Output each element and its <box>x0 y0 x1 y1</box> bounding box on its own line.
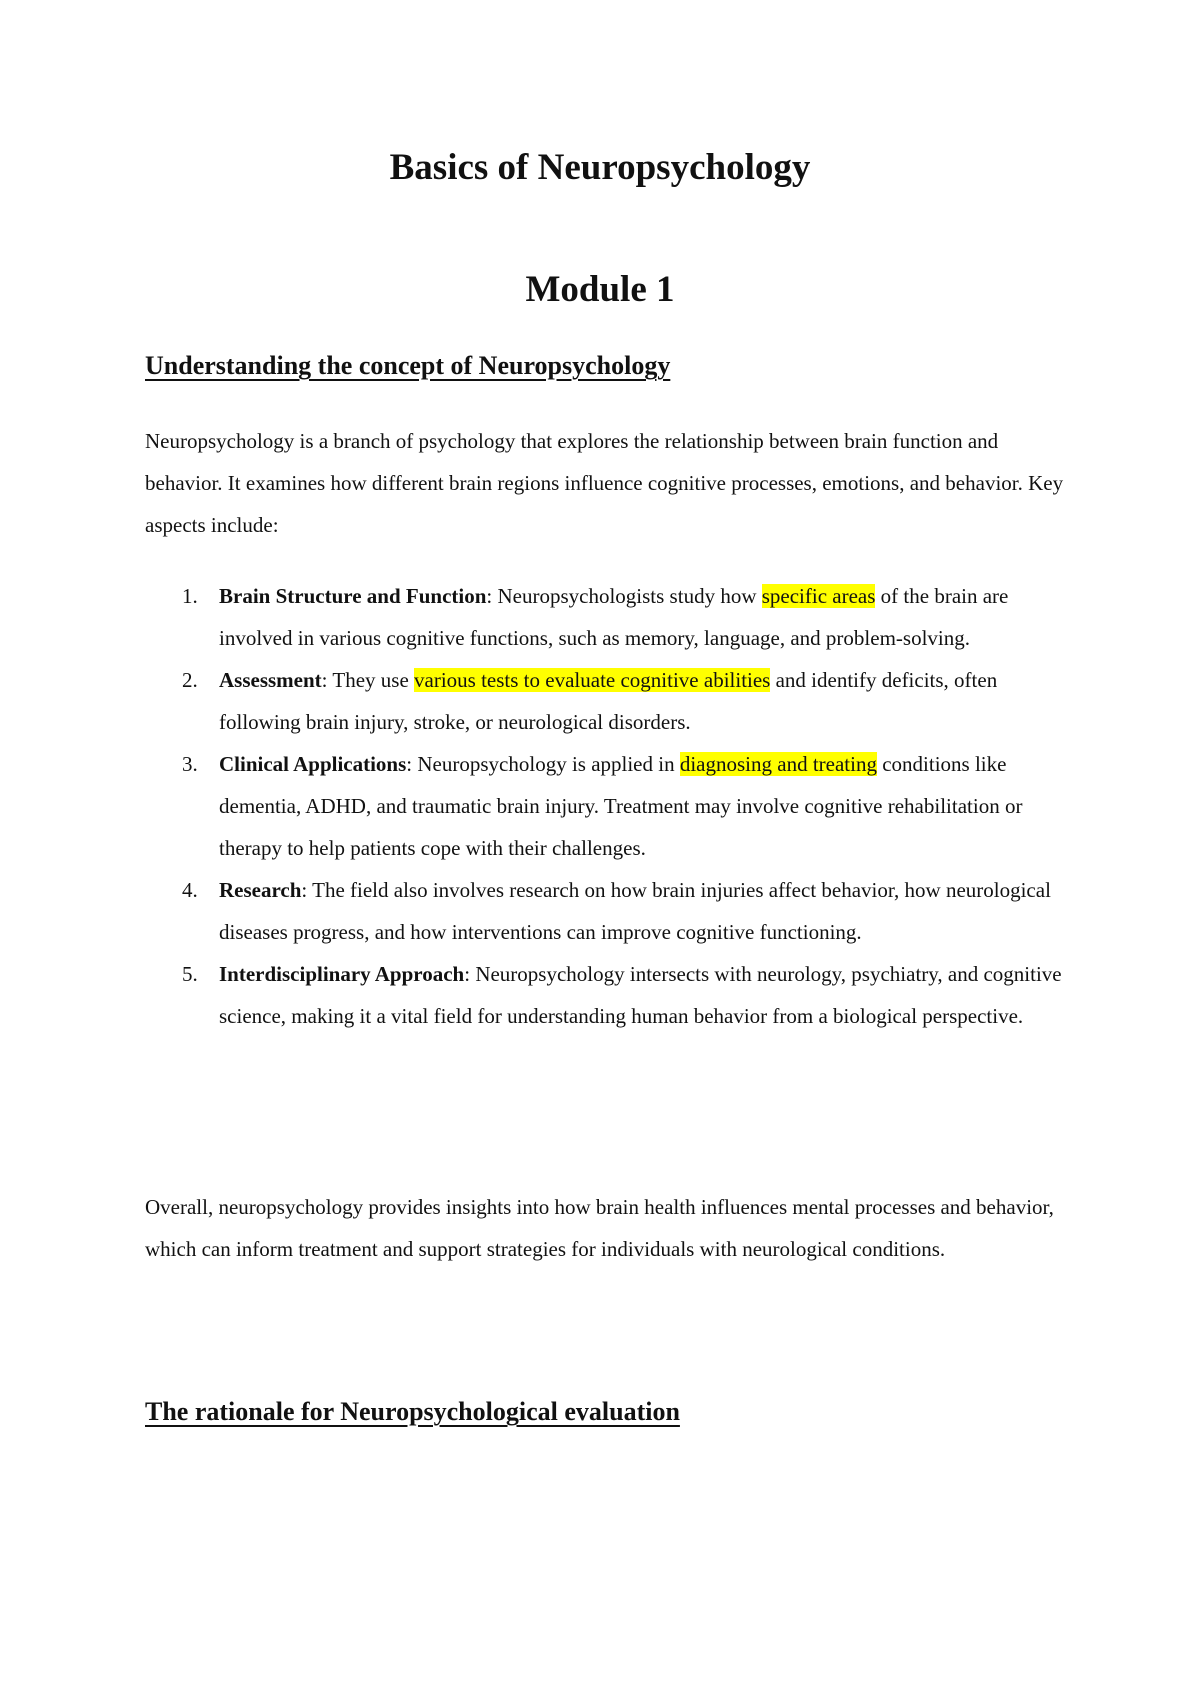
list-item <box>145 953 1075 1037</box>
list-item <box>145 575 1075 659</box>
list-item-text: : Neuropsychologists study how <box>486 584 762 608</box>
section-heading-concept: Understanding the concept of Neuropsychology <box>145 351 671 380</box>
list-item <box>145 869 1075 953</box>
section-heading-rationale: The rationale for Neuropsychological evaluation <box>145 1397 680 1426</box>
list-item <box>145 659 1075 743</box>
intro-paragraph: Neuropsychology is a branch of psychology that explores the relationship between brain function and behavior. It examines how different brain regions influence cognitive processes, emotions, and behavior. Key aspects include: <box>145 429 1064 537</box>
list-item-term: Interdisciplinary Approach <box>219 962 465 986</box>
highlighted-text: various tests to evaluate cognitive abilities <box>414 668 771 692</box>
key-aspects-list <box>145 575 1075 1037</box>
document-title: Basics of Neuropsychology <box>389 147 811 188</box>
list-item-text: and identify deficits, often following brain injury, stroke, or neurological disorders. <box>219 668 998 734</box>
list-item-number: 5. <box>182 962 198 986</box>
list-item-term: Clinical Applications <box>219 752 407 776</box>
highlighted-text: diagnosing and treating <box>679 752 877 776</box>
list-item-number: 4. <box>182 878 198 902</box>
highlighted-text: specific areas <box>761 584 876 608</box>
list-item-text: of the brain are involved in various cognitive functions, such as memory, language, and problem-solving. <box>219 584 1009 650</box>
overall-paragraph: Overall, neuropsychology provides insights into how brain health influences mental processes and behavior, which can inform treatment and support strategies for individuals with neurological conditions. <box>145 1195 1054 1261</box>
list-item-term: Brain Structure and Function <box>219 584 487 608</box>
list-item-number: 3. <box>182 752 198 776</box>
list-item-text: : The field also involves research on how brain injuries affect behavior, how neurological diseases progress, and how interventions can improve cognitive functioning. <box>219 878 1051 944</box>
list-item <box>145 743 1075 869</box>
list-item-text: : Neuropsychology intersects with neurology, psychiatry, and cognitive science, making it a vital field for understanding human behavior from a biological perspective. <box>219 962 1062 1028</box>
list-item-term: Assessment <box>219 668 322 692</box>
list-item-number: 1. <box>182 584 198 608</box>
module-title: Module 1 <box>525 269 675 310</box>
list-item-term: Research <box>219 878 302 902</box>
list-item-text: : They use <box>321 668 415 692</box>
list-item-number: 2. <box>182 668 198 692</box>
list-item-text: : Neuropsychology is applied in <box>406 752 680 776</box>
list-item-text: conditions like dementia, ADHD, and traumatic brain injury. Treatment may involve cognitive rehabilitation or therapy to help patients cope with their challenges. <box>219 752 1023 860</box>
